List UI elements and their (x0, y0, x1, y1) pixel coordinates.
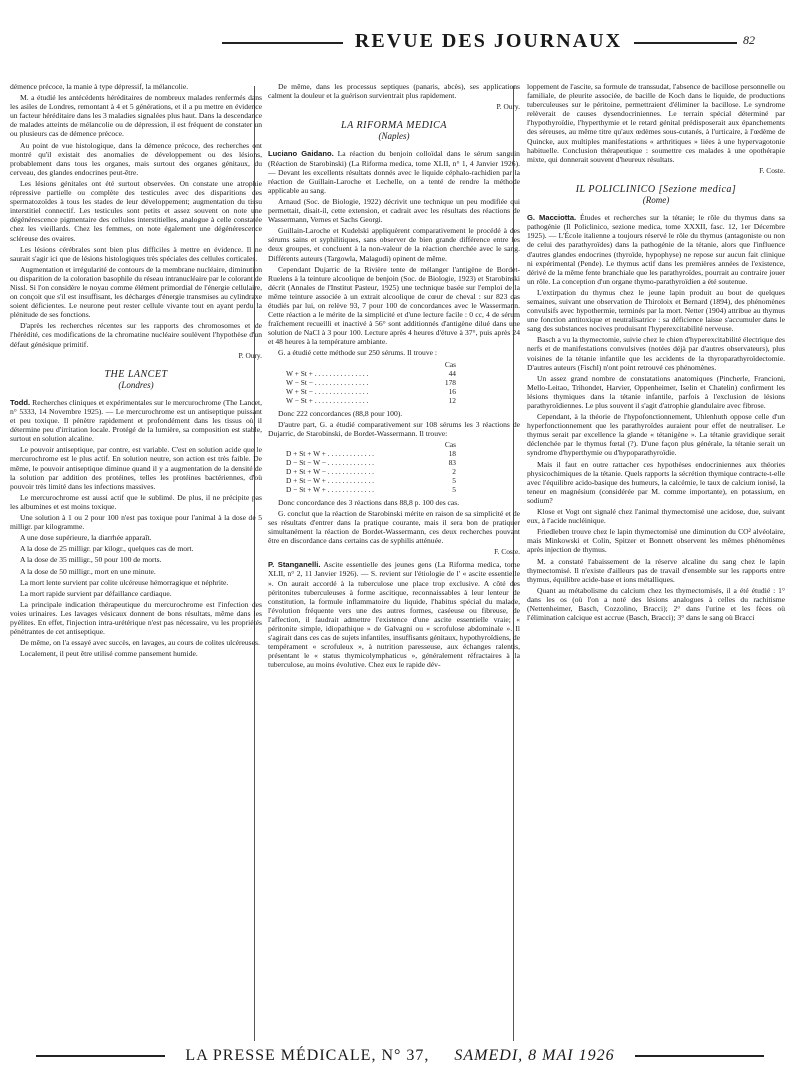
paragraph: Arnaud (Soc. de Biologie, 1922) décrivit une technique un peu modifiée qui permettait, disait-il, cette extension, et cadrait avec les résultats des réactions de Wassermann, Vernes et Sachs Georgi. (268, 196, 520, 225)
table-cell: W − St + . . . . . . . . . . . . . . . (286, 395, 369, 405)
table-cell: D − St + W + . . . . . . . . . . . . . (286, 484, 374, 494)
paragraph: Les lésions génitales ont été surtout observées. On constate une atrophie répressive partielle ou complète des testicules avec des disparitions des spermatozoïdes à tous les stades de leur développement; augmentation du tissu interstitiel connectif. Les testicules sont petits et assez souvent on note une dégénérescence pigmentaire des cellules interstitielles, analogue à celle constatée chez les vieillards. Chez les femmes, on note également une dégénérescence scléreuse des ovaires. (10, 178, 262, 243)
paragraph: De même, dans les processus septiques (panaris, abcès), ses applications calment la douleur et la guérison survientrait plus rapidement. (268, 82, 520, 101)
paragraph: De même, on l'a essayé avec succès, en lavages, au cours de colites ulcéreuses. (20, 638, 260, 648)
signature: F. Coste. (494, 547, 520, 557)
article-author: Todd. (10, 397, 31, 407)
article-columns (10, 82, 788, 1050)
table-cell: W + St − . . . . . . . . . . . . . . . (286, 386, 369, 396)
paragraph: D'autre part, G. a étudié comparativement sur 108 sérums les 3 réactions de Dujarric, de Starobinski, de Bordet-Wassermann. Il trouve: (268, 419, 520, 438)
results-table-1 (286, 360, 456, 405)
table-cell: 44 (448, 368, 456, 378)
section-subheading: (Naples) (378, 131, 410, 142)
table-header: Cas (444, 439, 456, 449)
article-text: Ascite essentielle des jeunes gens (La Riforma medica, tome XLII, n° 2, 11 Janvier 1926). — S. revient sur l'étiologie de l' « ascite essentielle ». On aurait accordé à la tuberculose une place trop exclusive. A côté des péritonites tuberculeuses à forme ascitique, reconnaissables à leur lenteur de constitution, la formule inflammatoire du liquide, l'habitus spécial du malade, l'évolution fréquente vers une des autres formes, caséeuse ou fibreuse, de l'affection, il faudrait admettre l'existence d'une ascite essentielle vraie; « péritonite simple, idiopathique » de Galvagni ou « scrofulose abdominale ». Il s'agirait dans ces cas de sujets infantiles, insuffisants génitaux, hypothyroïdiens, de tempérament « scrofuleux », à nutrition paresseuse, aux échanges ralentis, présentant le « status thymicolymphaticus », généralement réfractaires à la tuberculose, au moins évolutive. Chez eux le rapide dév- (268, 560, 520, 670)
journal-name: LA PRESSE MÉDICALE, N° 37, (175, 1047, 439, 1064)
paragraph: Donc 222 concordances (88,8 pour 100). (278, 408, 403, 418)
paragraph: Klose et Vogt ont signalé chez l'animal thymectomisé une acidose, due, suivant eux, à l'acide nucléinique. (527, 507, 785, 526)
table-cell: 16 (448, 386, 456, 396)
table-cell: 178 (444, 377, 456, 387)
section-heading: LA RIFORMA MEDICA (341, 120, 447, 132)
table-cell: D + St + W − . . . . . . . . . . . . . (286, 466, 374, 476)
results-table-2 (286, 440, 456, 494)
article-author: Luciano Gaidano. (268, 149, 334, 159)
issue-date: SAMEDI, 8 MAI 1926 (444, 1047, 624, 1064)
article-text: Recherches cliniques et expérimentales sur le mercurochrome (The Lancet, n° 5333, 14 Novembre 1925). — Le mercurochrome est un antiseptique puissant et peu toxique. Il pénètre rapidement et profondément dans les tissus où il détermine peu d'irritation locale. Protégé de la lumière, sa composition est stable, surtout en solution alcaline. (10, 397, 262, 444)
footer-text (36, 1047, 764, 1065)
journal-section-title: REVUE DES JOURNAUX (222, 30, 755, 53)
table-header: Cas (444, 359, 456, 369)
column-middle (268, 82, 520, 1050)
table-cell: W − St − . . . . . . . . . . . . . . . (286, 377, 369, 387)
paragraph: Le pouvoir antiseptique, par contre, est variable. C'est en solution acide que le mercurochrome est le plus actif. En solution neutre, son action est très faible. De même, le pouvoir antiseptique diminue quand il y a augmentation de la densité de la solution par addition des protéines, telles les protéines bactériennes, d'où pouvoir très limité dans les infections massives. (10, 445, 262, 491)
section-heading: IL POLICLINICO [Sezione medica] (575, 183, 737, 195)
paragraph: Quant au métabolisme du calcium chez les thymectomisés, il a été étudié : 1° dans les os (où l'on a noté des lésions analogues à celles du rachitisme (Nettenheimer, Basch, Cozzolino, Bracci); 2° dans l'urine et les fèces où l'élimination calcique est accrue (Basch, Bracci); 3° dans le sang où Bracci (527, 585, 785, 623)
paragraph: Basch a vu la thymectomie, suivie chez le chien d'hyperexcitabilité électrique des nerfs et de manifestations convulsives (notées déjà par d'autres observateurs), plus voisines de la tétanie infantile que les accidents de la thyroparathyroïdectomie. D'autres auteurs (Fischl) n'ont point retrouvé ces phénomènes. (527, 335, 785, 372)
paragraph: Les lésions cérébrales sont bien plus difficiles à mettre en évidence. Il ne saurait s'agir ici que de lésions histologiques très spéciales des cellules corticales. (10, 244, 262, 263)
signature: P. Oury. (496, 102, 520, 112)
section-heading: THE LANCET (104, 368, 168, 380)
paragraph: La principale indication thérapeutique du mercurochrome est l'infection des voies urinaires. Les lavages vésicaux donnent de bons résultats, même dans les pyélites. En effet, l'injection intra-urétérique n'est pas nécessaire, vu les propriétés pénétrantes de cet antiseptique. (10, 599, 262, 637)
column-right (527, 82, 785, 1050)
table-cell: 83 (448, 457, 456, 467)
paragraph: A la dose de 35 milligr., 50 pour 100 de morts. (20, 555, 162, 565)
table-row (286, 369, 456, 378)
column-left (10, 82, 262, 1050)
paragraph: démence précoce, la manie à type dépressif, la mélancolie. (10, 82, 189, 91)
article-paragraph (268, 149, 520, 194)
article-text: Études et recherches sur la tétanie; le rôle du thymus dans sa pathogénie (Il Policlinico, sezione medica, tome XXXII, fasc. 12, 1er Décembre 1925). — L'École italienne a toujours réservé le rôle du thymus (antagoniste ou non de celui des parathyroïdes) dans la pathogénie de la tétanie, alors que l'influence d'autres glandes endocrines (thyroïde, hypophyse) ne repose sur aucun fait clinique ni expérimental (Pende). Le thymus actif dans les premières années de l'existence, dérivé de la même fente branchiale que les parathyroïdes, pourrait au contraire jouer un rôle. La conception d'un organe thymo-parathyroïdien a été soutenue. (527, 213, 785, 286)
table-row (286, 485, 456, 494)
paragraph: Un assez grand nombre de constatations anatomiques (Pincherle, Francioni, Mello-Leitao, Trihondet, Harvier, Oppenheimer, Iselin et Chatelin) confirment les lésions thymiques dans la tétanie infantile, parfois à l'exclusion de lésions parathyroïdiennes. Le plus souvent il s'agit d'atrophie glandulaire avec fibrose. (527, 373, 785, 410)
table-row (286, 467, 456, 476)
article-author: G. Macciotta. (527, 213, 577, 223)
table-cell: 5 (452, 475, 456, 485)
paragraph: Une solution à 1 ou 2 pour 100 n'est pas toxique pour l'animal à la dose de 5 milligr. par kilogramme. (10, 513, 262, 532)
paragraph: Cependant Dujarric de la Rivière tente de mélanger l'antigène de Bordet-Ruelens à la teinture alcoolique de benjoin (Soc. de Biologie, 1923) et Starobinski décrit (Annales de l'Institut Pasteur, 1925) une technique basée sur l'emploi de la même teinture associée à un extrait alcoolique de cœur de cheval : sur 823 cas étudiés par lui, on relève 93, 7 pour 100 de concordances avec le Wassermann. Cette réaction a le mérite de la simplicité et d'une lecture facile : 0 cc, 4 de sérum fraîchement recueilli et inactivé à 56° sont additionnés d'antigène dilué dans une solution de NaCl à 3 pour 100. Lecture après 4 heures d'étuve à 37°, puis après 24 et 48 heures à la température ambiante. (268, 264, 520, 347)
table-row (286, 449, 456, 458)
table-cell: 5 (452, 484, 456, 494)
paragraph: La mort rapide survient par défaillance cardiaque. (20, 588, 172, 598)
paragraph: Cependant, à la théorie de l'hypofonctionnement, Uhlenhuth oppose celle d'un hyperfonctionnement que les parathyroïdes auraient pour effet de neutraliser. Le thymus serait par excellence la glande « tétanigène ». La tétanie gravidique serait déclenchée par le thymus fœtal (?). D'une façon plus générale, la tétanie serait un syndrome d'hyperthymie ou d'hypoparathyroïdie. (527, 412, 785, 458)
paragraph: L'extirpation du thymus chez le jeune lapin produit au bout de quelques semaines, suivant une observation de Thiroloix et Bernard (1894), des phénomènes convulsifs avec hypothermie, terminés par la mort. Netter (1904) attribue au thymus une fonction antitoxique et neutralisatrice : sa déficience laisse s'accumuler dans le sang des substances nocives produisant l'hyperexcitabilité nerveuse. (527, 287, 785, 334)
signature: F. Coste. (759, 165, 785, 175)
article-text: La réaction du benjoin colloïdal dans le sérum sanguin (Réaction de Starobinski) (La Riforma medica, tome XLII, n° 1, 4 Janvier 1926). — Devant les excellents résultats donnés avec le liquide céphalo-rachidien par la réaction de Guillain-Laroche et Lechelle, on a tenté de rendre la méthode applicable au sang. (268, 149, 520, 195)
paragraph: M. a constaté l'abaissement de la réserve alcaline du sang chez le lapin thymectomisé. Il n'existe d'ailleurs pas de travail d'ensemble sur les rapports entre thymus, équilibre acide-base et ions métalliques. (527, 556, 785, 584)
paragraph: Guillain-Laroche et Kudelski appliquèrent comparativement le procédé à des sérums sains et syphilitiques, sans observer de bien grande différence entre les deux groupes, et concluent à la non-valeur de la réaction cherchée avec le sang. Différents auteurs (Targowla, Malagudi) opinent de même. (268, 226, 520, 263)
table-row (286, 476, 456, 485)
page-footer (36, 1048, 764, 1068)
article-author: P. Stanganelli. (268, 560, 321, 570)
paragraph: A une dose supérieure, la diarrhée apparaît. (20, 533, 152, 543)
paragraph: Localement, il peut être utilisé comme pansement humide. (20, 649, 198, 659)
signature: P. Oury. (238, 350, 262, 360)
page-number: 82 (737, 33, 755, 48)
table-cell: D + St − W + . . . . . . . . . . . . . (286, 475, 374, 485)
table-cell: W + St + . . . . . . . . . . . . . . . (286, 368, 369, 378)
table-cell: 18 (448, 448, 456, 458)
article-paragraph (268, 560, 520, 669)
table-row (286, 458, 456, 467)
paragraph: Mais il faut en outre rattacher ces hypothèses endocriniennes aux théories physicochimiques de la tétanie. Quels rapports la sécrétion thymique contracte-t-elle avec l'équilibre acido-basique des humeurs, la calcémie, le taux de calcium ionisé, la teneur en magnésium (considérée par M. comme importante), en potassium, en sodium? (527, 459, 785, 505)
page-header (222, 30, 755, 54)
paragraph: A la dose de 50 milligr., mort en une minute. (20, 566, 156, 576)
table-cell: 12 (448, 395, 456, 405)
paragraph: G. conclut que la réaction de Starobinski mérite en raison de sa simplicité et de ses résultats d'entrer dans la pratique courante, mais il sera bon de pratiquer simultanément la réaction de Bordet-Wassermann, ces deux recherches pouvant être en discordance dans certains cas de syphilis atténuée. (268, 508, 520, 546)
paragraph: Donc concordance des 3 réactions dans 88,8 p. 100 des cas. (278, 497, 460, 507)
paragraph: Au point de vue histologique, dans la démence précoce, des recherches ont montré qu'il existait des anomalies de développement ou des lésions, probablement dans tous les organes, mais surtout des organes génitaux, du cerveau, des glandes endocrines peut-être. (10, 140, 262, 177)
paragraph: D'après les recherches récentes sur les rapports des chromosomes et de l'hérédité, ces modifications de la chromatine nucléaire soulèvent l'hypothèse d'un défaut génésique primitif. (10, 321, 262, 349)
paragraph: M. a étudié les antécédents héréditaires de nombreux malades renfermés dans les asiles de Londres, remontant à 4 et 5 générations, et il a pu mettre en évidence un facteur héréditaire dans les 3 maladies signalées plus haut. Dans la descendance de malades atteints de mélancolie ou de dépression, il est fréquent de constater un ou plusieurs cas de démence précoce. (10, 93, 262, 139)
paragraph: A la dose de 25 milligr. par kilogr., quelques cas de mort. (20, 544, 194, 554)
paragraph: Friedleben trouve chez le lapin thymectomisé une diminution du CO² alvéolaire, mais Minkowski et Colin, Spitzer et Bonnett observent les mêmes phénomènes après injection de thymus. (527, 527, 785, 555)
paragraph: Augmentation et irrégularité de contours de la membrane nucléaire, diminution ou disparition de la coloration basophile du réseau intranucléaire par le colorant de Nissl. Si l'on considère le noyau comme élément primordial de l'énergie cellulaire, on conçoit que s'il est insuffisant, les décharges d'énergie transmises au cylindraxe soient déficientes. Le neurone peut rester cellule vivante tout en ayant perdu la plénitude de ses fonctions. (10, 264, 262, 320)
table-row (286, 387, 456, 396)
article-paragraph (10, 398, 262, 443)
paragraph: loppement de l'ascite, sa formule de transsudat, l'absence de bacillose personnelle ou familiale, de pleurite associée, de bacille de Koch dans le liquide, de productions tuberculeuses sur le péritoine, permettraient d'éliminer la bacillose. Le syndrome relèverait de causes dysendocriniennes. Le terrain spécial déterminé par l'hypothyroïdie, l'hyperthymie et le retard génital prédisposerait aux épanchements des séreuses, au même titre qu'aux œdèmes sous-cutanés, à l'urticaire, à l'œdème de Quincke, aux multiples manifestations « arthritiques » liées à une hypervagotonie habituelle. Conclusion thérapeutique : soumettre ces malades à une opothérapie mixte, qui donnerait souvent d'heureux résultats. (527, 82, 785, 164)
table-row (286, 396, 456, 405)
paragraph: Le mercurochrome est aussi actif que le sublimé. De plus, il ne précipite pas les albumines et est moins toxique. (10, 492, 262, 511)
section-subheading: (Rome) (642, 195, 670, 206)
table-row (286, 378, 456, 387)
table-cell: D + St + W + . . . . . . . . . . . . . (286, 448, 374, 458)
table-cell: D − St − W − . . . . . . . . . . . . . (286, 457, 374, 467)
paragraph: La mort lente survient par colite ulcéreuse hémorragique et néphrite. (20, 577, 229, 587)
section-subheading: (Londres) (118, 379, 154, 390)
table-cell: 2 (452, 466, 456, 476)
article-paragraph (527, 213, 785, 286)
paragraph: G. a étudié cette méthode sur 250 sérums. Il trouve : (278, 348, 438, 358)
